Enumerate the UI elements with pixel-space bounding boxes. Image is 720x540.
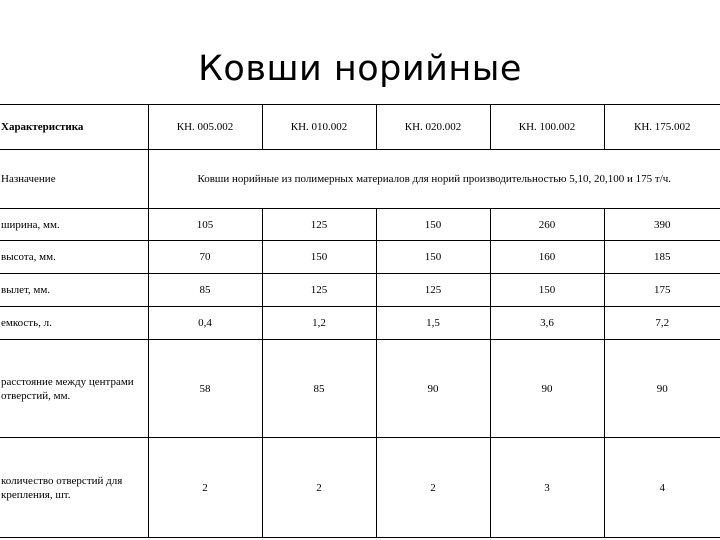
- table-cell: 90: [604, 340, 720, 438]
- table-cell: 160: [490, 241, 604, 274]
- table-cell: 3: [490, 438, 604, 538]
- header-model: КН. 020.002: [376, 105, 490, 150]
- table-cell: 150: [376, 241, 490, 274]
- table-cell: 70: [148, 241, 262, 274]
- header-model: КН. 175.002: [604, 105, 720, 150]
- table-cell: 1,2: [262, 307, 376, 340]
- header-model: КН. 100.002: [490, 105, 604, 150]
- table-row: [0, 438, 720, 538]
- table-cell: 125: [376, 274, 490, 307]
- row-label: емкость, л.: [0, 307, 148, 340]
- table-cell: 4: [604, 438, 720, 538]
- table-cell: 7,2: [604, 307, 720, 340]
- table-row: [0, 274, 720, 307]
- table-cell: 58: [148, 340, 262, 438]
- table-cell: 390: [604, 209, 720, 241]
- table-cell: 150: [262, 241, 376, 274]
- table-cell: 0,4: [148, 307, 262, 340]
- table-row: [0, 307, 720, 340]
- table-cell: 2: [148, 438, 262, 538]
- header-label: Характеристика: [0, 105, 148, 150]
- table-cell: 3,6: [490, 307, 604, 340]
- table-cell: 125: [262, 274, 376, 307]
- table-row: [0, 340, 720, 438]
- table-cell: 105: [148, 209, 262, 241]
- table-cell: 90: [376, 340, 490, 438]
- row-label: количество отверстий для крепления, шт.: [0, 438, 148, 538]
- purpose-label: Назначение: [0, 150, 148, 209]
- row-label: расстояние между центрами отверстий, мм.: [0, 340, 148, 438]
- table-cell: 185: [604, 241, 720, 274]
- header-model: КН. 005.002: [148, 105, 262, 150]
- table-cell: 85: [262, 340, 376, 438]
- table-cell: 2: [262, 438, 376, 538]
- table-cell: 150: [490, 274, 604, 307]
- table-cell: 90: [490, 340, 604, 438]
- table-cell: 2: [376, 438, 490, 538]
- table-row: [0, 241, 720, 274]
- table-row: [0, 209, 720, 241]
- table-header-row: [0, 105, 720, 150]
- spec-table: [0, 104, 720, 538]
- table-cell: 1,5: [376, 307, 490, 340]
- row-label: высота, мм.: [0, 241, 148, 274]
- table-cell: 85: [148, 274, 262, 307]
- purpose-row: [0, 150, 720, 209]
- table-cell: 150: [376, 209, 490, 241]
- table-cell: 260: [490, 209, 604, 241]
- page-title: Ковши норийные: [198, 49, 522, 89]
- table-cell: 125: [262, 209, 376, 241]
- purpose-text: Ковши норийные из полимерных материалов для норий производительностью 5,10, 20,100 и 175 т/ч.: [148, 150, 720, 209]
- header-model: КН. 010.002: [262, 105, 376, 150]
- row-label: вылет, мм.: [0, 274, 148, 307]
- table-cell: 175: [604, 274, 720, 307]
- row-label: ширина, мм.: [0, 209, 148, 241]
